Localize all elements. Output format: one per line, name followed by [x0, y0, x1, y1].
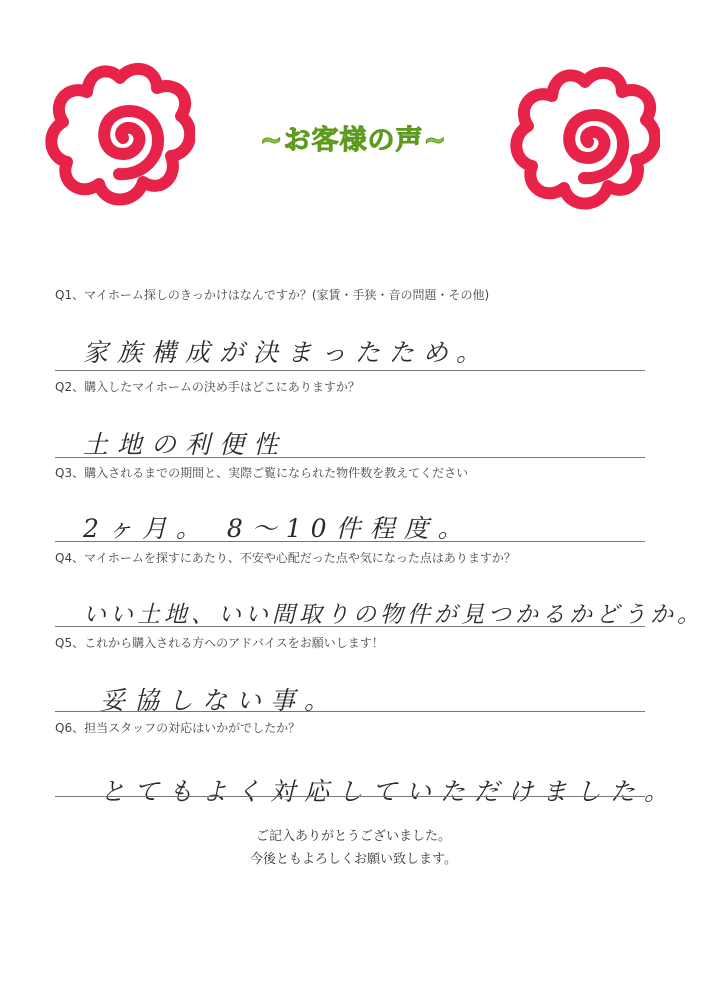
page-title: ~お客様の声~ — [259, 125, 448, 156]
answer-line-6 — [55, 796, 645, 797]
question-block-5 — [55, 634, 645, 717]
answer-1: 家族構成が決まったため。 — [83, 338, 491, 367]
answer-4: いい土地、いい間取りの物件が見つかるかどうか。 — [83, 602, 704, 628]
answer-6: とてもよく対応していただけました。 — [100, 777, 679, 806]
question-block-4 — [55, 549, 704, 629]
question-block-6 — [55, 719, 679, 808]
answer-line-1 — [55, 370, 645, 371]
closing-line-1: ご記入ありがとうございました。 — [255, 829, 451, 844]
question-3: Q3、購入されるまでの期間と、実際ご覧になられた物件数を教えてください — [55, 466, 469, 480]
question-block-2 — [55, 378, 645, 461]
question-2: Q2、購入したマイホームの決め手はどこにありますか？ — [55, 380, 360, 394]
question-6: Q6、担当スタッフの対応はいかがでしたか？ — [55, 721, 301, 735]
closing-message — [0, 825, 707, 871]
question-block-3 — [55, 464, 645, 545]
answer-line-4 — [55, 626, 645, 627]
answer-2: 土地の利便性 — [83, 430, 288, 459]
closing-line-2: 今後ともよろしくお願い致します。 — [250, 852, 457, 867]
question-block-1 — [55, 286, 645, 369]
answer-3: 2ヶ月。 8～10件程度。 — [83, 514, 472, 543]
question-1: Q1、マイホーム探しのきっかけはなんですか？(家賃・手狭・音の問題・その他) — [55, 288, 490, 302]
question-5: Q5、これから購入される方へのアドバイスをお願いします！ — [55, 636, 384, 650]
question-4: Q4、マイホームを探すにあたり、不安や心配だった点や気になった点はありますか？ — [55, 551, 516, 565]
answer-line-2 — [55, 457, 645, 458]
answer-line-5 — [55, 711, 645, 712]
answer-line-3 — [55, 541, 645, 542]
answer-5: 妥協しない事。 — [100, 686, 339, 715]
